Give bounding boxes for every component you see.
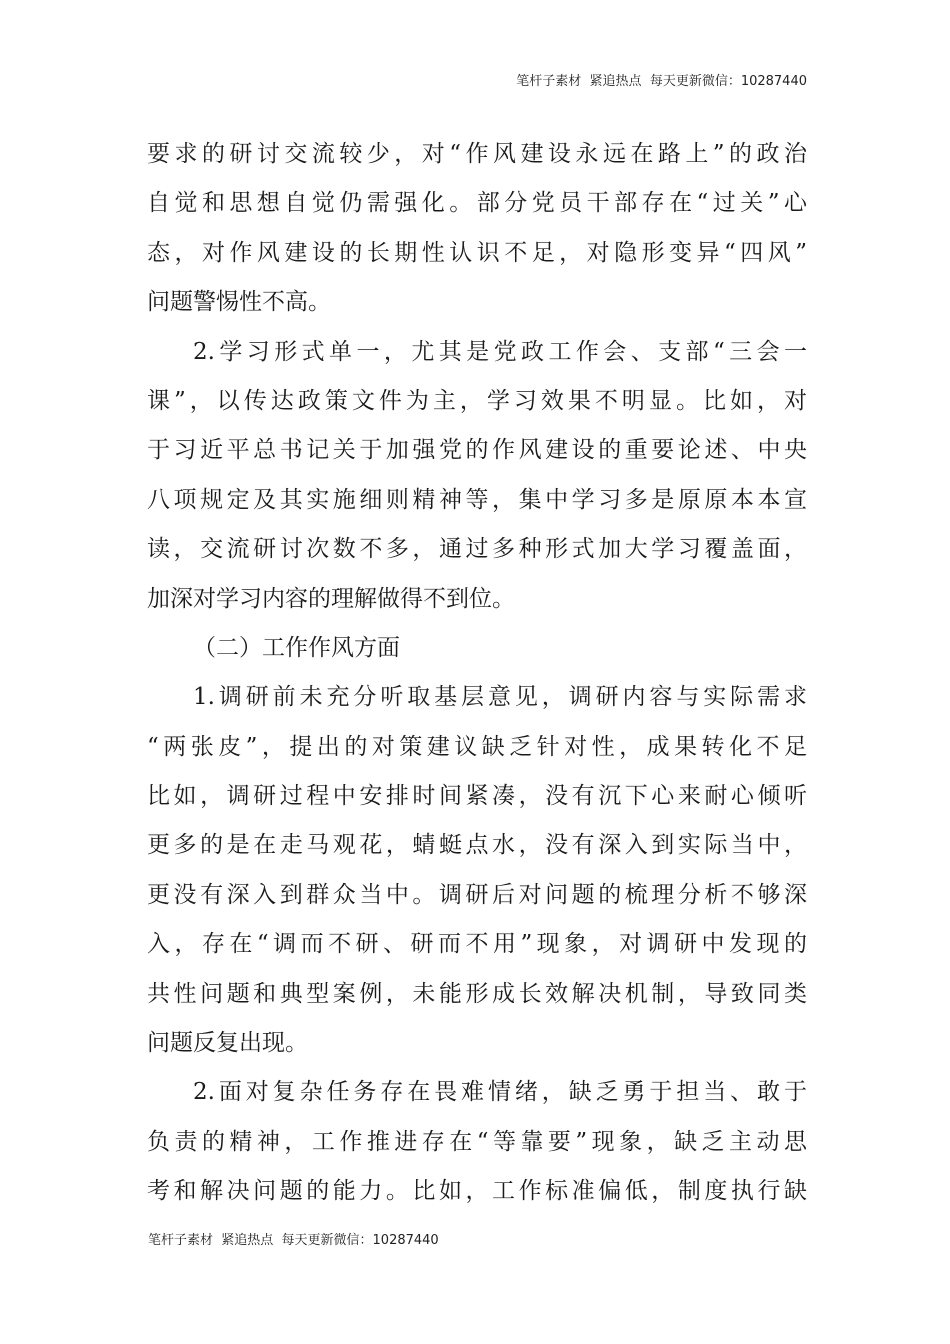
text-line: 2.面对复杂任务存在畏难情绪，缺乏勇于担当、敢于 bbox=[193, 1079, 807, 1106]
text-line: 更没有深入到群众当中。调研后对问题的梳理分析不够深 bbox=[147, 881, 807, 908]
page-header: 笔杆子素材 紧追热点 每天更新微信：10287440 bbox=[516, 74, 807, 89]
text-line: 加深对学习内容的理解做得不到位。 bbox=[147, 585, 515, 612]
text-line: 读，交流研讨次数不多，通过多种形式加大学习覆盖面， bbox=[147, 536, 807, 563]
text-line: 于习近平总书记关于加强党的作风建设的重要论述、中央 bbox=[147, 437, 807, 464]
text-line: “两张皮”，提出的对策建议缺乏针对性，成果转化不足 bbox=[147, 733, 807, 760]
text-line: 问题反复出现。 bbox=[147, 1030, 308, 1057]
text-line: 考和解决问题的能力。比如，工作标准偏低，制度执行缺 bbox=[147, 1178, 807, 1205]
text-line: 课”，以传达政策文件为主，学习效果不明显。比如，对 bbox=[147, 387, 807, 414]
page-footer: 笔杆子素材 紧追热点 每天更新微信：10287440 bbox=[148, 1233, 439, 1248]
text-line: 问题警惕性不高。 bbox=[147, 289, 331, 316]
text-line: 要求的研讨交流较少，对“作风建设永远在路上”的政治 bbox=[147, 141, 807, 167]
text-line: 态，对作风建设的长期性认识不足，对隐形变异“四风” bbox=[147, 239, 807, 266]
text-line: 自觉和思想自觉仍需强化。部分党员干部存在“过关”心 bbox=[147, 190, 807, 217]
text-line: 1.调研前未充分听取基层意见，调研内容与实际需求 bbox=[193, 684, 807, 711]
text-line: 2.学习形式单一，尤其是党政工作会、支部“三会一 bbox=[193, 338, 807, 365]
text-line: 八项规定及其实施细则精神等，集中学习多是原原本本宣 bbox=[147, 486, 807, 513]
text-line: 负责的精神，工作推进存在“等靠要”现象，缺乏主动思 bbox=[147, 1128, 807, 1155]
text-line: 共性问题和典型案例，未能形成长效解决机制，导致同类 bbox=[147, 980, 807, 1007]
section-heading: （二）工作作风方面 bbox=[193, 634, 400, 661]
document-body bbox=[147, 130, 807, 1217]
text-line: 比如，调研过程中安排时间紧凑，没有沉下心来耐心倾听 bbox=[147, 783, 807, 810]
text-line: 更多的是在走马观花，蜻蜓点水，没有深入到实际当中， bbox=[147, 832, 807, 859]
text-line: 入，存在“调而不研、研而不用”现象，对调研中发现的 bbox=[147, 931, 807, 958]
